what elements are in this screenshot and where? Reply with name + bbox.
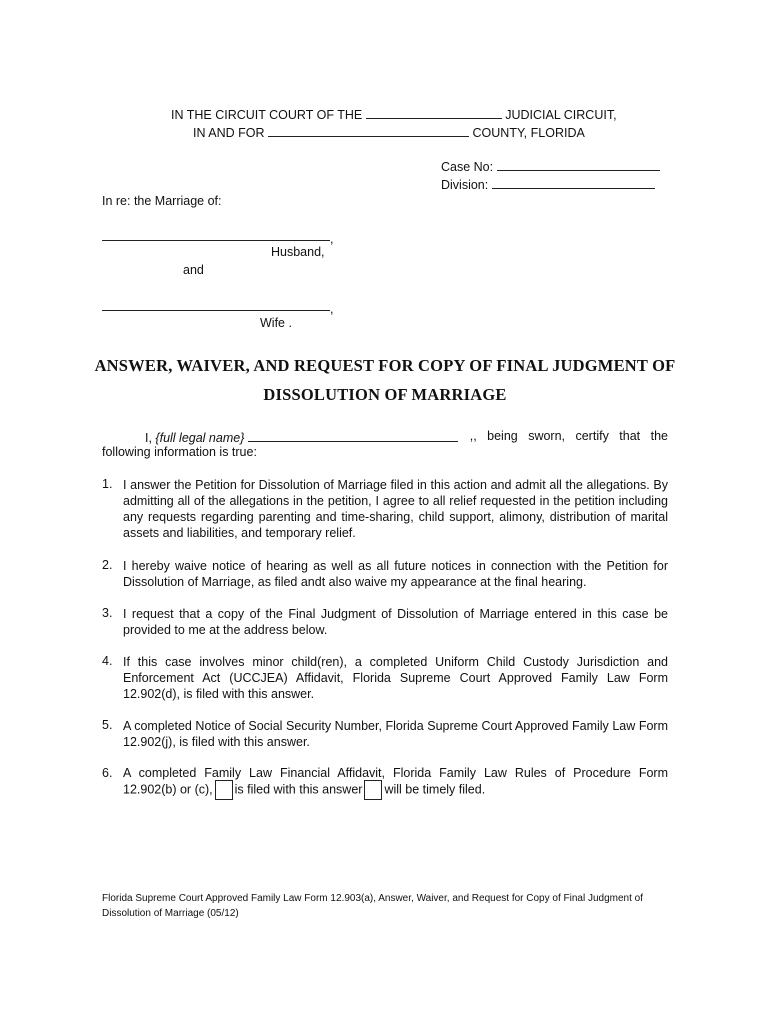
item-6-line1: A completed Family Law Financial Affidavit, Florida Family Law Rules of Procedure Form bbox=[123, 766, 668, 780]
item-number: 4. bbox=[102, 654, 113, 668]
item-2-text: I hereby waive notice of hearing as well as all future notices in connection with the Petition for Dissolution of Marriage, as filed andt also waive my appearance at the final hearing. bbox=[123, 559, 668, 589]
item-number: 2. bbox=[102, 558, 113, 572]
form-title-line1: ANSWER, WAIVER, AND REQUEST FOR COPY OF FINAL JUDGMENT OF bbox=[94, 356, 676, 375]
division-label: Division: bbox=[441, 178, 489, 192]
full-name-hint: {full legal name} bbox=[155, 431, 245, 445]
item-3-text: I request that a copy of the Final Judgment of Dissolution of Marriage entered in this case be provided to me at the address below. bbox=[123, 607, 668, 637]
and-label: and bbox=[183, 263, 204, 277]
item-number: 5. bbox=[102, 718, 113, 732]
case-no-label: Case No: bbox=[441, 160, 494, 174]
court-header-text: JUDICIAL CIRCUIT, bbox=[505, 108, 617, 122]
form-footer: Florida Supreme Court Approved Family Law Form 12.903(a), Answer, Waiver, and Request for Copy of Final Judgment of Dissolution of Marriage (05/12) bbox=[102, 893, 643, 919]
case-no-blank[interactable] bbox=[497, 158, 660, 171]
intro-prefix: I, bbox=[145, 431, 156, 445]
intro-line2: following information is true: bbox=[102, 445, 257, 459]
wife-name-line[interactable] bbox=[102, 310, 330, 311]
item-6-form-ref: 12.902(b) or (c), bbox=[123, 782, 213, 797]
item-number: 6. bbox=[102, 766, 113, 780]
court-header-text: IN AND FOR bbox=[193, 126, 265, 140]
item-5-text: A completed Notice of Social Security Number, Florida Supreme Court Approved Family Law Form 12.902(j), is filed with this answer. bbox=[123, 719, 668, 749]
filed-checkbox[interactable] bbox=[215, 780, 233, 800]
division-blank[interactable] bbox=[492, 176, 655, 189]
husband-label: Husband, bbox=[271, 245, 325, 259]
intro-suffix: ,, being sworn, certify that the bbox=[469, 429, 668, 443]
item-6-timely-text: will be timely filed. bbox=[384, 782, 486, 797]
item-number: 3. bbox=[102, 606, 113, 620]
court-header-text: COUNTY, FLORIDA bbox=[472, 126, 585, 140]
court-header-text: IN THE CIRCUIT COURT OF THE bbox=[171, 108, 363, 122]
full-name-blank[interactable] bbox=[248, 429, 458, 442]
division-row bbox=[441, 176, 655, 192]
comma-mark: , bbox=[330, 302, 334, 316]
court-header-line2 bbox=[193, 124, 585, 140]
comma-mark: , bbox=[330, 232, 334, 246]
case-number-row bbox=[441, 158, 660, 174]
in-re-label: In re: the Marriage of: bbox=[102, 194, 222, 208]
item-1-text: I answer the Petition for Dissolution of Marriage filed in this action and admit all the allegations. By admitting all of the allegations in the petition, I agree to all relief requested in the petition including any requests regarding parenting and time-sharing, child support, alimony, distribution of marital assets and liabilities, and temporary relief. bbox=[123, 478, 668, 540]
wife-label: Wife . bbox=[260, 316, 292, 330]
county-blank[interactable] bbox=[268, 124, 469, 137]
item-6-filed-text: is filed with this answer bbox=[234, 782, 363, 797]
item-number: 1. bbox=[102, 477, 113, 491]
item-6-line2 bbox=[123, 780, 485, 800]
husband-name-line[interactable] bbox=[102, 240, 330, 241]
item-4-text: If this case involves minor child(ren), a completed Uniform Child Custody Jurisdiction and Enforcement Act (UCCJEA) Affidavit, Florida Supreme Court Approved Family Law Form 12.902(d), is filed with this answer. bbox=[123, 655, 668, 701]
court-header-line1 bbox=[171, 106, 617, 122]
intro-line1 bbox=[145, 429, 668, 445]
form-title-line2: DISSOLUTION OF MARRIAGE bbox=[263, 385, 507, 404]
judicial-circuit-blank[interactable] bbox=[366, 106, 502, 119]
timely-filed-checkbox[interactable] bbox=[364, 780, 382, 800]
